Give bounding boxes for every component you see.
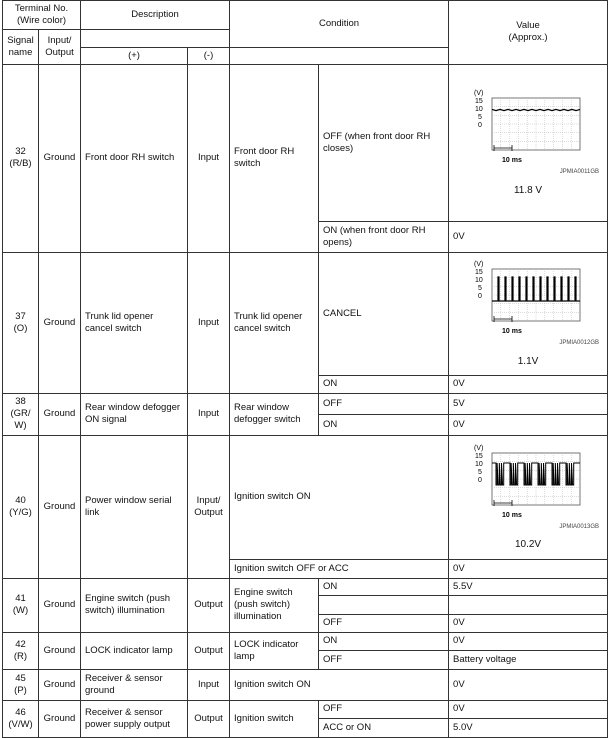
- wire-color: (R/B): [9, 158, 32, 170]
- header-signal-name: Signal name: [3, 29, 39, 64]
- wave-axis-unit: (V): [474, 90, 484, 98]
- terminal-cell: [3, 64, 39, 252]
- waveform-flat-graph: [472, 88, 584, 168]
- wave-axis-tick: 5: [478, 468, 482, 476]
- io-cell: Input: [188, 252, 230, 393]
- wave-axis-tick: 10: [475, 106, 483, 114]
- ground-cell: Ground: [39, 64, 81, 252]
- table-row: [3, 252, 608, 375]
- io-cell: Input/ Output: [188, 435, 230, 578]
- condition-cell: Ignition switch: [230, 700, 319, 737]
- waveform-value-cell: [449, 435, 608, 559]
- wire-color: (R): [13, 650, 28, 662]
- subcondition-cell: ON: [319, 632, 449, 650]
- waveform-code: JPMIA0012GB: [559, 340, 600, 347]
- io-cell: Input: [188, 669, 230, 700]
- value-cell: Battery voltage: [449, 650, 608, 669]
- terminal-number: 41: [15, 593, 26, 605]
- condition-cell: Front door RH switch: [230, 64, 319, 252]
- value-cell: 0V: [449, 221, 608, 252]
- subcondition-cell: ON: [319, 414, 449, 435]
- wave-axis-tick: 5: [478, 285, 482, 293]
- subcondition-cell: CANCEL: [319, 252, 449, 375]
- value-cell: 0V: [449, 700, 608, 718]
- ground-cell: Ground: [39, 252, 81, 393]
- signal-name-cell: Trunk lid opener cancel switch: [81, 252, 188, 393]
- table-row: [3, 393, 608, 414]
- terminal-cell: [3, 393, 39, 435]
- io-cell: Output: [188, 578, 230, 632]
- waveform-spike-graph: [472, 259, 584, 339]
- table-row: [3, 700, 608, 718]
- waveform-value-cell: [449, 252, 608, 375]
- condition-cell: Ignition switch OFF or ACC: [230, 559, 449, 578]
- wave-axis-tick: 0: [478, 122, 482, 130]
- header-approx-label: (Approx.): [508, 32, 548, 44]
- ground-cell: Ground: [39, 632, 81, 669]
- terminal-cell: [3, 632, 39, 669]
- waveform-code: JPMIA0013GB: [559, 523, 600, 530]
- wave-trace: [492, 110, 580, 111]
- terminal-cell: [3, 700, 39, 737]
- subcondition-cell: OFF (when front door RH closes): [319, 64, 449, 221]
- wave-axis-tick: 15: [475, 98, 483, 106]
- condition-cell: Ignition switch ON: [230, 669, 449, 700]
- wave-axis-tick: 5: [478, 114, 482, 122]
- value-cell: 5V: [449, 393, 608, 414]
- wave-axis-tick: 0: [478, 293, 482, 301]
- wave-time-scale: 10 ms: [502, 157, 522, 165]
- condition-cell: Trunk lid opener cancel switch: [230, 252, 319, 393]
- value-cell: 0V: [449, 669, 608, 700]
- terminal-cell: [3, 669, 39, 700]
- io-cell: Input: [188, 393, 230, 435]
- terminal-number: 42: [15, 638, 26, 650]
- value-cell: [449, 595, 608, 614]
- io-cell: Output: [188, 700, 230, 737]
- subcondition-cell: ACC or ON: [319, 718, 449, 737]
- subcondition-cell: OFF: [319, 393, 449, 414]
- wire-color: (W): [12, 605, 29, 617]
- wave-axis-tick: 0: [478, 476, 482, 484]
- subcondition-cell: ON: [319, 578, 449, 595]
- value-cell: 5.5V: [449, 578, 608, 595]
- condition-cell: Rear window defogger switch: [230, 393, 319, 435]
- subcondition-cell: OFF: [319, 614, 449, 632]
- value-cell: 0V: [449, 614, 608, 632]
- value-cell: 0V: [449, 559, 608, 578]
- wire-color: (GR/ W): [10, 408, 31, 432]
- waveform-code: JPMIA0011GB: [559, 169, 600, 176]
- header-condition: Condition: [230, 1, 449, 48]
- terminal-number: 46: [15, 706, 26, 718]
- header-terminal-no: [3, 1, 81, 30]
- condition-cell: LOCK indicator lamp: [230, 632, 319, 669]
- terminal-cell: [3, 435, 39, 578]
- header-wire-color-label: (Wire color): [16, 14, 67, 26]
- ground-cell: Ground: [39, 578, 81, 632]
- signal-name-cell: Receiver & sensor power supply output: [81, 700, 188, 737]
- waveform-value: 10.2V: [514, 539, 542, 551]
- wave-axis-tick: 10: [475, 277, 483, 285]
- signal-name-cell: Receiver & sensor ground: [81, 669, 188, 700]
- io-cell: Input: [188, 64, 230, 252]
- waveform-value: 1.1V: [517, 355, 539, 367]
- wire-color: (O): [13, 322, 28, 334]
- terminal-number: 38: [15, 396, 26, 408]
- subcondition-cell: OFF: [319, 700, 449, 718]
- subcondition-cell: OFF: [319, 650, 449, 669]
- signal-name-cell: Power window serial link: [81, 435, 188, 578]
- header-value: [449, 1, 608, 65]
- subcondition-cell: ON: [319, 375, 449, 393]
- header-io: Input/ Output: [39, 29, 81, 64]
- signal-name-cell: Rear window defogger ON signal: [81, 393, 188, 435]
- waveform-burst-graph: [472, 443, 584, 523]
- wave-axis-tick: 15: [475, 452, 483, 460]
- wave-grid: [492, 98, 580, 151]
- wave-axis-tick: 15: [475, 269, 483, 277]
- value-cell: 0V: [449, 414, 608, 435]
- header-description: Description: [81, 1, 230, 30]
- terminal-number: 37: [15, 310, 26, 322]
- header-value-label: Value: [516, 20, 540, 32]
- io-cell: Output: [188, 632, 230, 669]
- wave-time-scale: 10 ms: [502, 511, 522, 519]
- wave-axis-unit: (V): [474, 444, 484, 452]
- terminal-number: 45: [15, 672, 26, 684]
- wire-color: (P): [14, 684, 27, 696]
- signal-name-cell: Front door RH switch: [81, 64, 188, 252]
- header-terminal-no-label: Terminal No.: [14, 3, 69, 14]
- wire-color: (Y/G): [9, 506, 32, 518]
- table-row: [3, 578, 608, 595]
- condition-cell: Engine switch (push switch) illumination: [230, 578, 319, 632]
- ground-cell: Ground: [39, 700, 81, 737]
- waveform-value: 11.8 V: [513, 184, 543, 196]
- wave-time-scale: 10 ms: [502, 328, 522, 336]
- wave-axis-tick: 10: [475, 460, 483, 468]
- wire-color: (V/W): [8, 718, 33, 730]
- ground-cell: Ground: [39, 669, 81, 700]
- value-cell: 0V: [449, 375, 608, 393]
- table-row: [3, 64, 608, 221]
- subcondition-cell: [319, 595, 449, 614]
- ground-cell: Ground: [39, 435, 81, 578]
- table-row: [3, 435, 608, 559]
- subcondition-cell: ON (when front door RH opens): [319, 221, 449, 252]
- signal-name-cell: Engine switch (push switch) illumination: [81, 578, 188, 632]
- signal-name-cell: LOCK indicator lamp: [81, 632, 188, 669]
- terminal-cell: [3, 252, 39, 393]
- condition-cell: Ignition switch ON: [230, 435, 449, 559]
- terminal-number: 32: [15, 146, 26, 158]
- value-cell: 5.0V: [449, 718, 608, 737]
- header-plus: (+): [81, 47, 188, 64]
- value-cell: 0V: [449, 632, 608, 650]
- waveform-value-cell: [449, 64, 608, 221]
- table-row: [3, 632, 608, 650]
- wave-axis-unit: (V): [474, 261, 484, 269]
- terminal-cell: [3, 578, 39, 632]
- table-row: [3, 669, 608, 700]
- ground-cell: Ground: [39, 393, 81, 435]
- header-minus: (-): [188, 47, 230, 64]
- terminal-spec-table: [2, 0, 608, 738]
- terminal-number: 40: [15, 494, 26, 506]
